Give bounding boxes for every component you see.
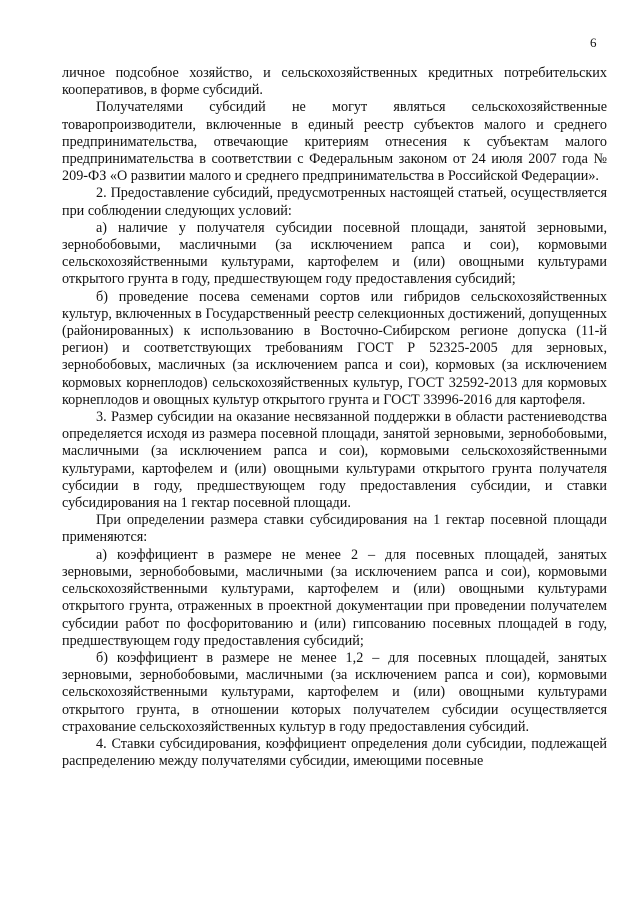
paragraph: личное подсобное хозяйство, и сельскохозяйственных кредитных потребительских кооперативов, в форме субсидий. [62, 65, 607, 99]
paragraph: б) проведение посева семенами сортов или гибридов сельскохозяйственных культур, включенных в Государственный реестр селекционных достижений, допущенных (районированных) к использованию в Восточно-Сибирском регионе допуска (11-й регион) и соответствующих требованиям ГОСТ Р 52325-2005 для зерновых, зернобобовых, масличных (за исключением рапса и сои), кормовых (за исключением кормовых корнеплодов) сельскохозяйственных культур, ГОСТ 32592-2013 для кормовых корнеплодов и овощных культур открытого грунта и ГОСТ 33996-2016 для картофеля. [62, 288, 607, 408]
document-body [62, 65, 607, 770]
paragraph: 4. Ставки субсидирования, коэффициент определения доли субсидии, подлежащей распределению между получателями субсидии, имеющими посевные [62, 735, 607, 770]
paragraph: Получателями субсидий не могут являться сельскохозяйственные товаропроизводители, включенные в единый реестр субъектов малого и среднего предпринимательства, отвечающие критериям отнесения к субъектам малого предпринимательства в соответствии с Федеральным законом от 24 июля 2007 года № 209-ФЗ «О развитии малого и среднего предпринимательства в Российской Федерации». [62, 99, 607, 185]
paragraph: б) коэффициент в размере не менее 1,2 – для посевных площадей, занятых зерновыми, зернобобовыми, масличными (за исключением рапса и сои), кормовыми сельскохозяйственными культурами, картофелем и (или) овощными культурами открытого грунта, в отношении которых получателем субсидии осуществляется страхование сельскохозяйственных культур в году предоставления субсидий. [62, 649, 607, 735]
paragraph: 2. Предоставление субсидий, предусмотренных настоящей статьей, осуществляется при соблюдении следующих условий: [62, 185, 607, 219]
page-number: 6 [590, 35, 597, 50]
paragraph: а) наличие у получателя субсидии посевной площади, занятой зерновыми, зернобобовыми, масличными (за исключением рапса и сои), кормовыми сельскохозяйственными культурами, картофелем и (или) овощными культурами открытого грунта в году, предшествующем году предоставления субсидий; [62, 219, 607, 288]
paragraph: 3. Размер субсидии на оказание несвязанной поддержки в области растениеводства определяется исходя из размера посевной площади, занятой зерновыми, зернобобовыми, масличными (за исключением рапса и сои), кормовыми сельскохозяйственными культурами, картофелем и (или) овощными культурами открытого грунта получателя субсидии в году, предшествующем году предоставления субсидии, и ставки субсидирования на 1 гектар посевной площади. [62, 409, 607, 512]
paragraph: а) коэффициент в размере не менее 2 – для посевных площадей, занятых зерновыми, зернобобовыми, масличными (за исключением рапса и сои), кормовыми сельскохозяйственными культурами, картофелем и (или) овощными культурами открытого грунта, отраженных в проектной документации при проведении получателем субсидии работ по фосфоритованию и (или) гипсованию посевных площадей в году, предшествующем году предоставления субсидий; [62, 546, 607, 649]
paragraph: При определении размера ставки субсидирования на 1 гектар посевной площади применяются: [62, 512, 607, 546]
